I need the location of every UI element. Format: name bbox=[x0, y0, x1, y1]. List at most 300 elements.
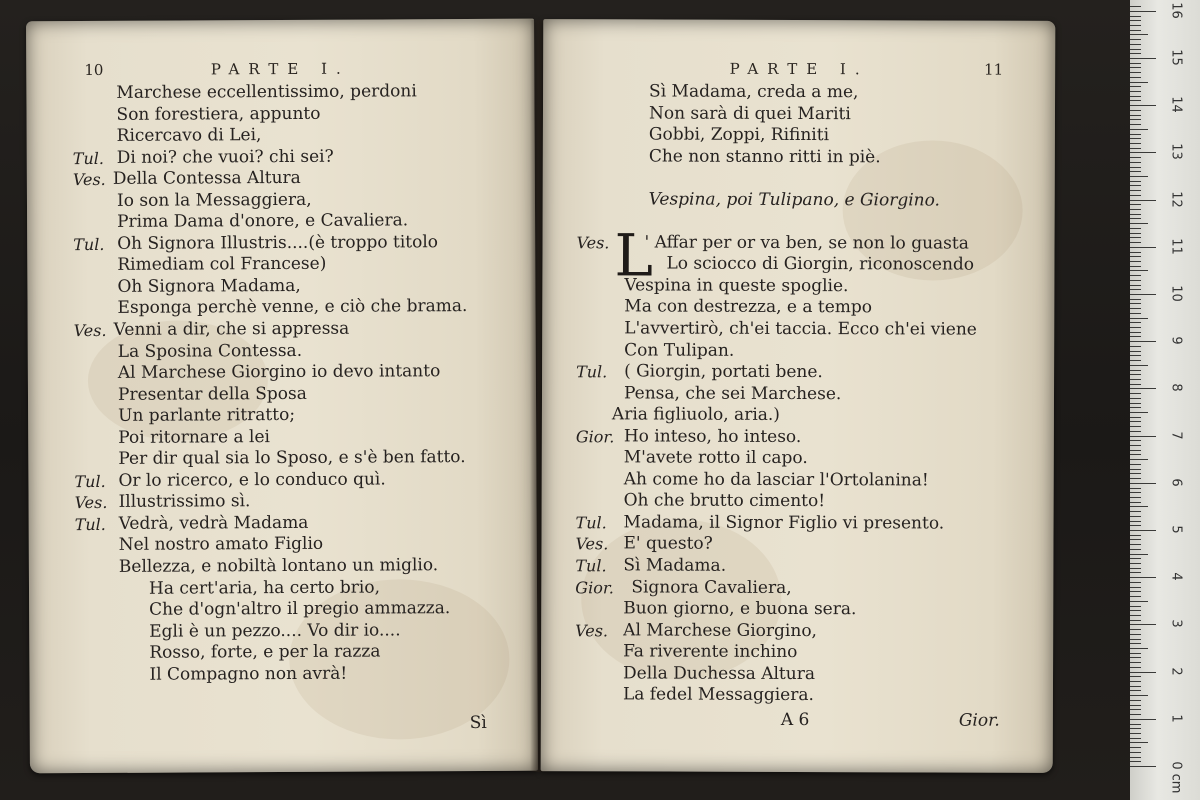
ruler-tick bbox=[1130, 483, 1156, 484]
verse-text: Pensa, che sei Marchese. bbox=[623, 383, 842, 404]
verse-text: Che d'ogn'altro il pregio ammazza. bbox=[149, 598, 451, 620]
ruler-tick bbox=[1130, 143, 1141, 144]
verse-text: Egli è un pezzo.... Vo dir io.... bbox=[149, 620, 401, 642]
verse-text: Che non stanno ritti in piè. bbox=[648, 146, 881, 167]
verse-text: Madama, il Signor Figlio vi presento. bbox=[623, 512, 945, 534]
ruler-tick bbox=[1130, 105, 1156, 106]
ruler-tick bbox=[1130, 299, 1141, 300]
ruler-tick bbox=[1130, 549, 1141, 550]
text-line bbox=[542, 361, 1054, 384]
ruler-tick bbox=[1130, 44, 1141, 45]
ruler-tick bbox=[1130, 355, 1141, 356]
verse-text: Vespina, poi Tulipano, e Giorgino. bbox=[648, 189, 941, 211]
ruler-tick bbox=[1130, 313, 1141, 314]
ruler-tick bbox=[1130, 195, 1141, 196]
ruler-tick bbox=[1130, 426, 1141, 427]
text-line bbox=[29, 512, 537, 536]
ruler-tick bbox=[1130, 521, 1141, 522]
text-line bbox=[543, 81, 1055, 104]
ruler-tick bbox=[1130, 346, 1141, 347]
text-line bbox=[27, 124, 535, 148]
catchword: Gior. bbox=[958, 710, 1000, 731]
ruler-tick bbox=[1130, 686, 1141, 687]
ruler-tick bbox=[1130, 374, 1141, 375]
ruler-tick bbox=[1130, 421, 1141, 422]
text-line bbox=[28, 404, 536, 428]
ruler-tick bbox=[1130, 327, 1141, 328]
verse-text: Oh che brutto cimento! bbox=[623, 490, 826, 512]
verse-text: La Sposina Contessa. bbox=[117, 340, 303, 362]
text-block bbox=[26, 81, 537, 687]
text-line bbox=[27, 296, 535, 320]
ruler-tick bbox=[1130, 695, 1148, 696]
ruler-tick bbox=[1130, 620, 1141, 621]
ruler-tick bbox=[1130, 209, 1141, 210]
text-line bbox=[27, 275, 535, 299]
ruler-tick bbox=[1130, 572, 1141, 573]
verse-text: Ah come ho da lasciar l'Ortolanina! bbox=[623, 469, 929, 491]
ruler-tick bbox=[1130, 294, 1156, 295]
ruler-tick bbox=[1130, 407, 1141, 408]
verse-text: Vedrà, vedrà Madama bbox=[118, 512, 309, 534]
ruler-tick bbox=[1130, 176, 1148, 177]
verse-text: Esponga perchè venne, e ciò che brama. bbox=[117, 296, 468, 319]
ruler-tick bbox=[1130, 700, 1141, 701]
verse-text: Della Contessa Altura bbox=[112, 168, 301, 190]
ruler-tick bbox=[1130, 657, 1141, 658]
text-line bbox=[541, 663, 1053, 686]
ruler-tick bbox=[1130, 148, 1141, 149]
ruler-tick bbox=[1130, 275, 1141, 276]
ruler-tick bbox=[1130, 648, 1148, 649]
catchword: Sì bbox=[469, 712, 487, 734]
text-line bbox=[29, 490, 537, 514]
ruler-tick bbox=[1130, 115, 1141, 116]
ruler-tick bbox=[1130, 11, 1156, 12]
verse-text: L'avvertirò, ch'ei taccia. Ecco ch'ei viene bbox=[624, 318, 977, 340]
ruler-tick bbox=[1130, 473, 1141, 474]
ruler-tick bbox=[1130, 478, 1141, 479]
speaker-label: Ves. bbox=[575, 534, 609, 554]
ruler-tick bbox=[1130, 242, 1141, 243]
verse-text: ( Giorgin, portati bene. bbox=[624, 361, 823, 383]
ruler-tick bbox=[1130, 138, 1141, 139]
folio-number: 11 bbox=[984, 60, 1004, 79]
verse-text: Fa riverente inchino bbox=[623, 641, 798, 663]
ruler-tick bbox=[1130, 256, 1141, 257]
verse-text: Marchese eccellentissimo, perdoni bbox=[116, 81, 417, 103]
ruler-tick bbox=[1130, 370, 1141, 371]
ruler-tick bbox=[1130, 436, 1156, 437]
text-line bbox=[27, 232, 535, 256]
verse-text: Io son la Messaggiera, bbox=[116, 189, 312, 211]
ruler-tick bbox=[1130, 285, 1141, 286]
text-line bbox=[542, 404, 1054, 427]
ruler-tick bbox=[1130, 185, 1141, 186]
speaker-label: Tul. bbox=[576, 362, 608, 382]
verse-text: ' Affar per or va ben, se non lo guasta bbox=[644, 232, 969, 254]
verse-text: Poi ritornare a lei bbox=[118, 426, 271, 448]
ruler-tick bbox=[1130, 690, 1141, 691]
ruler-tick bbox=[1130, 440, 1141, 441]
ruler-tick bbox=[1130, 747, 1141, 748]
ruler-tick bbox=[1130, 766, 1156, 767]
verse-text: Rimediam col Francese) bbox=[117, 254, 327, 276]
ruler-tick bbox=[1130, 336, 1141, 337]
text-line bbox=[542, 297, 1054, 320]
ruler-tick bbox=[1130, 681, 1141, 682]
ruler-tick bbox=[1130, 393, 1141, 394]
ruler-tick bbox=[1130, 672, 1156, 673]
text-line bbox=[541, 534, 1053, 557]
text-line bbox=[542, 253, 1054, 276]
ruler-tick bbox=[1130, 459, 1148, 460]
text-line bbox=[541, 598, 1053, 621]
ruler-tick bbox=[1130, 322, 1141, 323]
ruler-number: 9 bbox=[1168, 336, 1184, 345]
verse-text: Aria figliuolo, aria.) bbox=[611, 404, 780, 426]
ruler-tick bbox=[1130, 86, 1141, 87]
ruler-tick bbox=[1130, 134, 1141, 135]
verse-text: La fedel Messaggiera. bbox=[622, 684, 814, 706]
ruler-tick bbox=[1130, 200, 1156, 201]
ruler-tick bbox=[1130, 25, 1141, 26]
ruler-tick bbox=[1130, 525, 1141, 526]
ruler-tick bbox=[1130, 77, 1141, 78]
ruler-tick bbox=[1130, 450, 1141, 451]
verse-text: Al Marchese Giorgino, bbox=[623, 620, 818, 641]
verse-text: Con Tulipan. bbox=[624, 339, 735, 361]
speaker-label: Ves. bbox=[74, 493, 108, 513]
text-line bbox=[27, 188, 535, 212]
text-line bbox=[28, 339, 536, 363]
text-line bbox=[28, 382, 536, 406]
text-line bbox=[542, 340, 1054, 363]
ruler-tick bbox=[1130, 167, 1141, 168]
right-page bbox=[541, 19, 1056, 773]
text-line bbox=[29, 641, 537, 665]
ruler-tick bbox=[1130, 237, 1141, 238]
ruler-tick bbox=[1130, 162, 1141, 163]
ruler-tick bbox=[1130, 171, 1141, 172]
ruler-tick bbox=[1130, 6, 1141, 7]
ruler-tick bbox=[1130, 752, 1141, 753]
ruler-tick bbox=[1130, 469, 1141, 470]
text-line bbox=[28, 425, 536, 449]
ruler-number: 2 bbox=[1168, 666, 1184, 676]
verse-text: Sì Madama, creda a me, bbox=[649, 81, 859, 103]
ruler-tick bbox=[1130, 719, 1156, 720]
ruler-tick bbox=[1130, 488, 1141, 489]
ruler-tick bbox=[1130, 53, 1141, 54]
ruler-tick bbox=[1130, 728, 1141, 729]
ruler-tick bbox=[1130, 318, 1148, 319]
verse-text: Illustrissimo sì. bbox=[118, 491, 251, 513]
ruler-tick bbox=[1130, 261, 1141, 262]
ruler-tick bbox=[1130, 634, 1141, 635]
ruler-tick bbox=[1130, 214, 1141, 215]
text-line bbox=[543, 189, 1055, 212]
ruler-tick bbox=[1130, 535, 1141, 536]
ruler-tick bbox=[1130, 591, 1141, 592]
ruler-tick bbox=[1130, 289, 1141, 290]
ruler-tick bbox=[1130, 511, 1141, 512]
ruler-tick bbox=[1130, 82, 1148, 83]
ruler-tick bbox=[1130, 332, 1141, 333]
ruler-number: 1 bbox=[1168, 714, 1184, 723]
text-line bbox=[28, 469, 536, 493]
ruler-tick bbox=[1130, 247, 1156, 248]
ruler-tick bbox=[1130, 667, 1141, 668]
ruler-tick bbox=[1130, 587, 1141, 588]
ruler-tick bbox=[1130, 365, 1148, 366]
ruler-number: 3 bbox=[1168, 619, 1184, 629]
ruler-tick bbox=[1130, 308, 1141, 309]
speaker-label: Ves. bbox=[72, 170, 106, 190]
ruler-tick bbox=[1130, 398, 1141, 399]
ruler-tick bbox=[1130, 49, 1141, 50]
ruler-tick bbox=[1130, 157, 1141, 158]
verse-text: Sì Madama. bbox=[623, 555, 727, 576]
ruler-tick bbox=[1130, 709, 1141, 710]
ruler-tick bbox=[1130, 577, 1156, 578]
verse-text: Gobbi, Zoppi, Rifiniti bbox=[648, 124, 830, 146]
text-line bbox=[542, 383, 1054, 406]
verse-text: Ricercavo di Lei, bbox=[116, 125, 262, 146]
verse-text: Prima Dama d'onore, e Cavaliera. bbox=[117, 210, 409, 233]
ruler-number: 5 bbox=[1168, 525, 1184, 534]
text-line bbox=[541, 555, 1053, 578]
ruler-tick bbox=[1130, 492, 1141, 493]
folio-number: 10 bbox=[84, 60, 104, 80]
ruler-number: 11 bbox=[1168, 238, 1184, 255]
ruler-tick bbox=[1130, 417, 1141, 418]
text-line bbox=[542, 426, 1054, 449]
verse-text: Della Duchessa Altura bbox=[622, 663, 816, 684]
text-line bbox=[543, 146, 1055, 169]
ruler-tick bbox=[1130, 218, 1141, 219]
ruler-tick bbox=[1130, 63, 1141, 64]
ruler-tick bbox=[1130, 554, 1148, 555]
ruler-tick bbox=[1130, 223, 1148, 224]
text-line bbox=[29, 555, 537, 579]
ruler-tick bbox=[1130, 624, 1156, 625]
running-head: PARTE I. bbox=[210, 59, 350, 79]
verse-text: Non sarà di quei Mariti bbox=[648, 103, 851, 124]
ruler-tick bbox=[1130, 568, 1141, 569]
text-line bbox=[541, 620, 1053, 643]
speaker-label: Tul. bbox=[72, 148, 104, 168]
text-line bbox=[28, 447, 536, 471]
ruler-tick bbox=[1130, 606, 1141, 607]
speaker-label: Gior. bbox=[575, 577, 614, 597]
text-line bbox=[543, 103, 1055, 126]
verse-text: Ha cert'aria, ha certo brio, bbox=[148, 577, 381, 599]
ruler-number: 6 bbox=[1168, 478, 1184, 487]
verse-text: Bellezza, e nobiltà lontano un miglio. bbox=[118, 555, 439, 577]
ruler-tick bbox=[1130, 724, 1141, 725]
ruler-tick bbox=[1130, 266, 1141, 267]
ruler-tick bbox=[1130, 341, 1156, 342]
text-line bbox=[29, 619, 537, 643]
ruler-tick bbox=[1130, 110, 1141, 111]
verse-text: Venni a dir, che si appressa bbox=[113, 318, 350, 340]
text-line bbox=[27, 253, 535, 277]
verse-text: Lo sciocco di Giorgin, riconoscendo bbox=[666, 253, 975, 275]
ruler-tick bbox=[1130, 30, 1141, 31]
ruler-tick bbox=[1130, 733, 1141, 734]
ruler-tick bbox=[1130, 152, 1156, 153]
text-line bbox=[542, 318, 1054, 341]
ruler-tick bbox=[1130, 412, 1148, 413]
ruler-tick bbox=[1130, 100, 1141, 101]
ruler-number: 14 bbox=[1168, 96, 1184, 113]
speaker-label: Gior. bbox=[575, 426, 615, 447]
speaker-label: Ves. bbox=[575, 620, 609, 641]
ruler-tick bbox=[1130, 601, 1148, 602]
verse-text: Oh Signora Illustris....(è troppo titolo bbox=[117, 232, 439, 254]
ruler-tick bbox=[1130, 72, 1141, 73]
text-line bbox=[541, 577, 1053, 600]
ruler-tick bbox=[1130, 610, 1141, 611]
verse-text: Ma con destrezza, e a tempo bbox=[624, 296, 873, 318]
ruler-tick bbox=[1130, 662, 1141, 663]
verse-text: Per dir qual sia lo Sposo, e s'è ben fatto. bbox=[118, 447, 466, 470]
ruler-tick bbox=[1130, 181, 1141, 182]
text-line bbox=[27, 145, 535, 169]
ruler-tick bbox=[1130, 67, 1141, 68]
text-line bbox=[28, 361, 536, 385]
speaker-label: Tul. bbox=[575, 513, 607, 533]
text-line bbox=[29, 662, 537, 686]
text-line bbox=[542, 490, 1054, 513]
ruler-tick bbox=[1130, 34, 1148, 35]
verse-text: Di noi? che vuoi? chi sei? bbox=[116, 146, 334, 168]
text-line bbox=[29, 598, 537, 622]
ruler-tick bbox=[1130, 388, 1156, 389]
speaker-label: Tul. bbox=[575, 556, 607, 576]
ruler-tick bbox=[1130, 653, 1141, 654]
verse-text: Or lo ricerco, e lo conduco quì. bbox=[118, 469, 386, 491]
ruler-tick bbox=[1130, 497, 1141, 498]
verse-text: E' questo? bbox=[623, 533, 713, 555]
ruler-tick bbox=[1130, 454, 1141, 455]
speaker-label: Tul. bbox=[73, 234, 105, 254]
running-head: PARTE I. bbox=[729, 59, 869, 79]
text-line bbox=[27, 210, 535, 234]
text-line bbox=[26, 81, 534, 105]
ruler-tick bbox=[1130, 643, 1141, 644]
ruler-tick bbox=[1130, 629, 1141, 630]
text-line bbox=[543, 124, 1055, 147]
text-line bbox=[29, 576, 537, 600]
text-line bbox=[29, 533, 537, 557]
ruler-tick bbox=[1130, 96, 1141, 97]
ruler-tick bbox=[1130, 403, 1141, 404]
ruler-tick bbox=[1130, 351, 1141, 352]
ruler-tick bbox=[1130, 742, 1148, 743]
ruler-tick bbox=[1130, 124, 1141, 125]
ruler-number: 4 bbox=[1168, 572, 1184, 581]
measuring-ruler bbox=[1130, 0, 1200, 800]
ruler-tick bbox=[1130, 582, 1141, 583]
verse-text: Ho inteso, ho inteso. bbox=[623, 426, 802, 447]
speaker-label: Ves. bbox=[73, 320, 107, 341]
verse-text: Nel nostro amato Figlio bbox=[118, 534, 324, 556]
text-line bbox=[541, 684, 1053, 707]
verse-text: Son forestiera, appunto bbox=[116, 103, 321, 125]
ruler-tick bbox=[1130, 204, 1141, 205]
ruler-tick bbox=[1130, 639, 1141, 640]
ruler-tick bbox=[1130, 761, 1141, 762]
verse-text: Al Marchese Giorgino io devo intanto bbox=[117, 361, 441, 383]
ruler-tick bbox=[1130, 431, 1141, 432]
signature-mark: A 6 bbox=[780, 709, 810, 731]
ruler-tick bbox=[1130, 558, 1141, 559]
ruler-tick bbox=[1130, 190, 1141, 191]
ruler-tick bbox=[1130, 228, 1141, 229]
ruler-number: 15 bbox=[1168, 49, 1184, 66]
ruler-number: 7 bbox=[1168, 430, 1184, 440]
ruler-tick bbox=[1130, 757, 1141, 758]
ruler-tick bbox=[1130, 20, 1141, 21]
ruler-tick bbox=[1130, 563, 1141, 564]
text-line bbox=[542, 447, 1054, 470]
speaker-label: Ves. bbox=[576, 233, 610, 253]
text-line bbox=[542, 469, 1054, 492]
ruler-tick bbox=[1130, 544, 1141, 545]
text-line bbox=[27, 167, 535, 191]
left-page bbox=[26, 19, 538, 774]
ruler-unit: cm bbox=[1168, 773, 1184, 794]
text-line bbox=[542, 275, 1054, 298]
ruler-number: 0 bbox=[1168, 761, 1184, 770]
verse-text: M'avete rotto il capo. bbox=[623, 447, 808, 469]
ruler-number: 13 bbox=[1168, 143, 1184, 161]
ruler-tick bbox=[1130, 445, 1141, 446]
verse-text: Vespina in queste spoglie. bbox=[624, 275, 849, 297]
ruler-tick bbox=[1130, 539, 1141, 540]
speaker-label: Tul. bbox=[74, 471, 106, 491]
ruler-tick bbox=[1130, 39, 1141, 40]
verse-text: Signora Cavaliera, bbox=[631, 576, 792, 598]
ruler-tick bbox=[1130, 596, 1141, 597]
ruler-tick bbox=[1130, 506, 1148, 507]
ruler-tick bbox=[1130, 360, 1141, 361]
ruler-tick bbox=[1130, 384, 1141, 385]
verse-text: Buon giorno, e buona sera. bbox=[623, 598, 857, 620]
text-line bbox=[28, 318, 536, 342]
text-line bbox=[543, 167, 1055, 190]
ruler-tick bbox=[1130, 270, 1148, 271]
ruler-tick bbox=[1130, 58, 1156, 59]
ruler-tick bbox=[1130, 16, 1141, 17]
ruler-tick bbox=[1130, 129, 1148, 130]
ruler-number: 8 bbox=[1168, 383, 1184, 393]
ruler-tick bbox=[1130, 738, 1141, 739]
speaker-label: Tul. bbox=[74, 514, 106, 535]
ruler-tick bbox=[1130, 502, 1141, 503]
ruler-tick bbox=[1130, 379, 1141, 380]
text-block bbox=[541, 81, 1055, 708]
ruler-tick bbox=[1130, 280, 1141, 281]
ruler-tick bbox=[1130, 615, 1141, 616]
ruler-number: 12 bbox=[1168, 190, 1184, 208]
text-line bbox=[26, 102, 534, 126]
ruler-tick bbox=[1130, 714, 1141, 715]
ruler-tick bbox=[1130, 530, 1156, 531]
ruler-tick bbox=[1130, 252, 1141, 253]
